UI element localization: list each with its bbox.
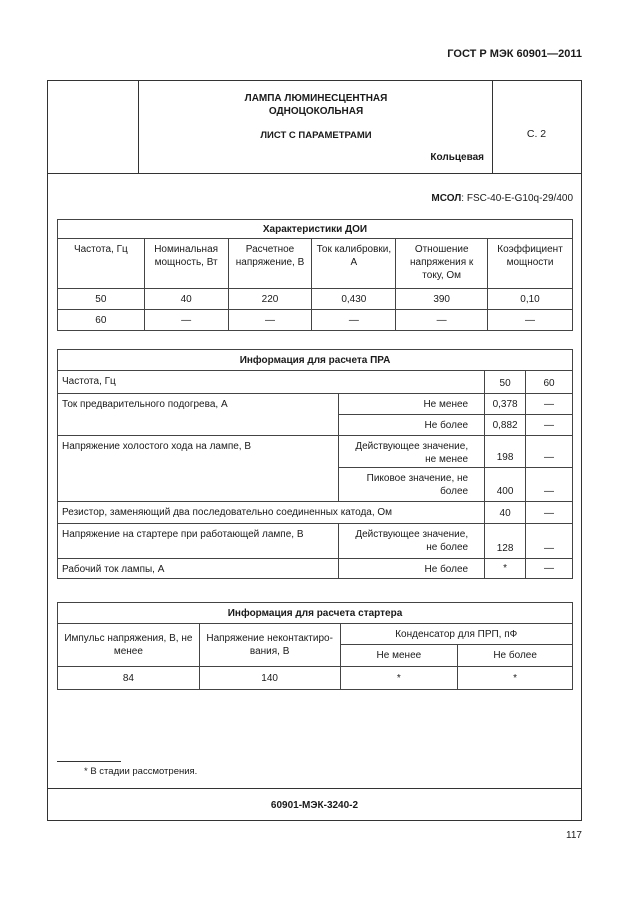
work-current-cond: Не более bbox=[339, 559, 485, 579]
peak-60: — bbox=[526, 468, 573, 502]
noncontact-voltage-value: 140 bbox=[199, 667, 340, 690]
sheet-frame bbox=[47, 80, 582, 821]
table1-header: Номинальная мощность, Вт bbox=[144, 239, 228, 289]
resistor-50: 40 bbox=[485, 502, 526, 524]
capacitor-min-header: Не менее bbox=[340, 645, 458, 667]
work-current-50: * bbox=[485, 559, 526, 579]
sheet-footer bbox=[48, 788, 581, 821]
preheat-max-50: 0,882 bbox=[485, 415, 526, 436]
header-left-cell bbox=[48, 81, 139, 173]
table1-cell: 50 bbox=[58, 289, 145, 310]
sheet-title: ЛИСТ С ПАРАМЕТРАМИ bbox=[260, 130, 372, 141]
table1-cell: 60 bbox=[58, 310, 145, 331]
preheat-min-label: Не менее bbox=[339, 394, 485, 415]
table1-cell: 0,430 bbox=[312, 289, 396, 310]
capacitor-max-value: * bbox=[458, 667, 573, 690]
peak-50: 400 bbox=[485, 468, 526, 502]
peak-label: Пиковое значение, не более bbox=[339, 468, 485, 502]
footnote-rule bbox=[57, 761, 121, 762]
ballast-info-table bbox=[57, 349, 573, 579]
preheat-max-label: Не более bbox=[339, 415, 485, 436]
table1-cell: 390 bbox=[396, 289, 488, 310]
frequency-50: 50 bbox=[485, 371, 526, 394]
resistor-60: — bbox=[526, 502, 573, 524]
rms-label: Действующее значение, не менее bbox=[339, 436, 485, 468]
capacitor-header: Конденсатор для ПРП, пФ bbox=[340, 624, 572, 645]
rms-60: — bbox=[526, 436, 573, 468]
pulse-voltage-value: 84 bbox=[58, 667, 200, 690]
noncontact-voltage-header: Напряжение неконтактиро-вания, В bbox=[199, 624, 340, 667]
page-ref: С. 2 bbox=[526, 128, 547, 140]
sheet-header bbox=[48, 81, 581, 174]
footer-code: 60901-МЭК-3240-2 bbox=[270, 800, 359, 811]
work-current-label: Рабочий ток лампы, А bbox=[58, 559, 339, 579]
table3-title: Информация для расчета стартера bbox=[58, 603, 573, 624]
msol-designation bbox=[431, 193, 573, 204]
work-current-60: — bbox=[526, 559, 573, 579]
preheat-min-60: — bbox=[526, 394, 573, 415]
capacitor-max-header: Не более bbox=[458, 645, 573, 667]
starter-voltage-50: 128 bbox=[485, 524, 526, 559]
table1-cell: — bbox=[144, 310, 228, 331]
table1-cell: — bbox=[312, 310, 396, 331]
table1-cell: — bbox=[396, 310, 488, 331]
capacitor-min-value: * bbox=[340, 667, 458, 690]
preheat-min-50: 0,378 bbox=[485, 394, 526, 415]
table1-header: Частота, Гц bbox=[58, 239, 145, 289]
preheat-max-60: — bbox=[526, 415, 573, 436]
document-code: ГОСТ Р МЭК 60901—2011 bbox=[447, 48, 582, 60]
rms-50: 198 bbox=[485, 436, 526, 468]
preheat-current-label: Ток предварительного подогрева, А bbox=[58, 394, 339, 436]
table1-title: Характеристики ДОИ bbox=[58, 220, 573, 239]
frequency-60: 60 bbox=[526, 371, 573, 394]
msol-label: МСОЛ bbox=[431, 193, 462, 204]
lamp-characteristics-table bbox=[57, 219, 573, 331]
starter-voltage-60: — bbox=[526, 524, 573, 559]
table1-cell: 40 bbox=[144, 289, 228, 310]
open-circuit-voltage-label: Напряжение холостого хода на лампе, В bbox=[58, 436, 339, 502]
lamp-shape: Кольцевая bbox=[430, 152, 484, 163]
header-right-cell bbox=[492, 81, 581, 173]
starter-voltage-cond: Действующее значение, не более bbox=[339, 524, 485, 559]
table1-header: Расчетное напряжение, В bbox=[228, 239, 312, 289]
title-line-1: ЛАМПА ЛЮМИНЕСЦЕНТНАЯ bbox=[244, 93, 388, 104]
table2-title: Информация для расчета ПРА bbox=[58, 350, 573, 371]
table1-cell: 220 bbox=[228, 289, 312, 310]
table1-cell: 0,10 bbox=[488, 289, 573, 310]
table1-cell: — bbox=[228, 310, 312, 331]
page-number: 117 bbox=[566, 830, 582, 841]
table1-header: Коэффициент мощности bbox=[488, 239, 573, 289]
starter-voltage-label: Напряжение на стартере при работающей лампе, В bbox=[58, 524, 339, 559]
msol-value: : FSC-40-E-G10q-29/400 bbox=[461, 193, 573, 204]
title-line-2: ОДНОЦОКОЛЬНАЯ bbox=[268, 106, 364, 117]
starter-info-table bbox=[57, 602, 573, 690]
table1-header: Отношение напряжения к току, Ом bbox=[396, 239, 488, 289]
resistor-label: Резистор, заменяющий два последовательно соединенных катода, Ом bbox=[58, 502, 485, 524]
frequency-label: Частота, Гц bbox=[58, 371, 485, 394]
pulse-voltage-header: Импульс напряжения, В, не менее bbox=[58, 624, 200, 667]
table1-header: Ток калибровки, А bbox=[312, 239, 396, 289]
lamp-title bbox=[140, 92, 492, 118]
footnote: * В стадии рассмотрения. bbox=[84, 766, 198, 777]
table1-cell: — bbox=[488, 310, 573, 331]
